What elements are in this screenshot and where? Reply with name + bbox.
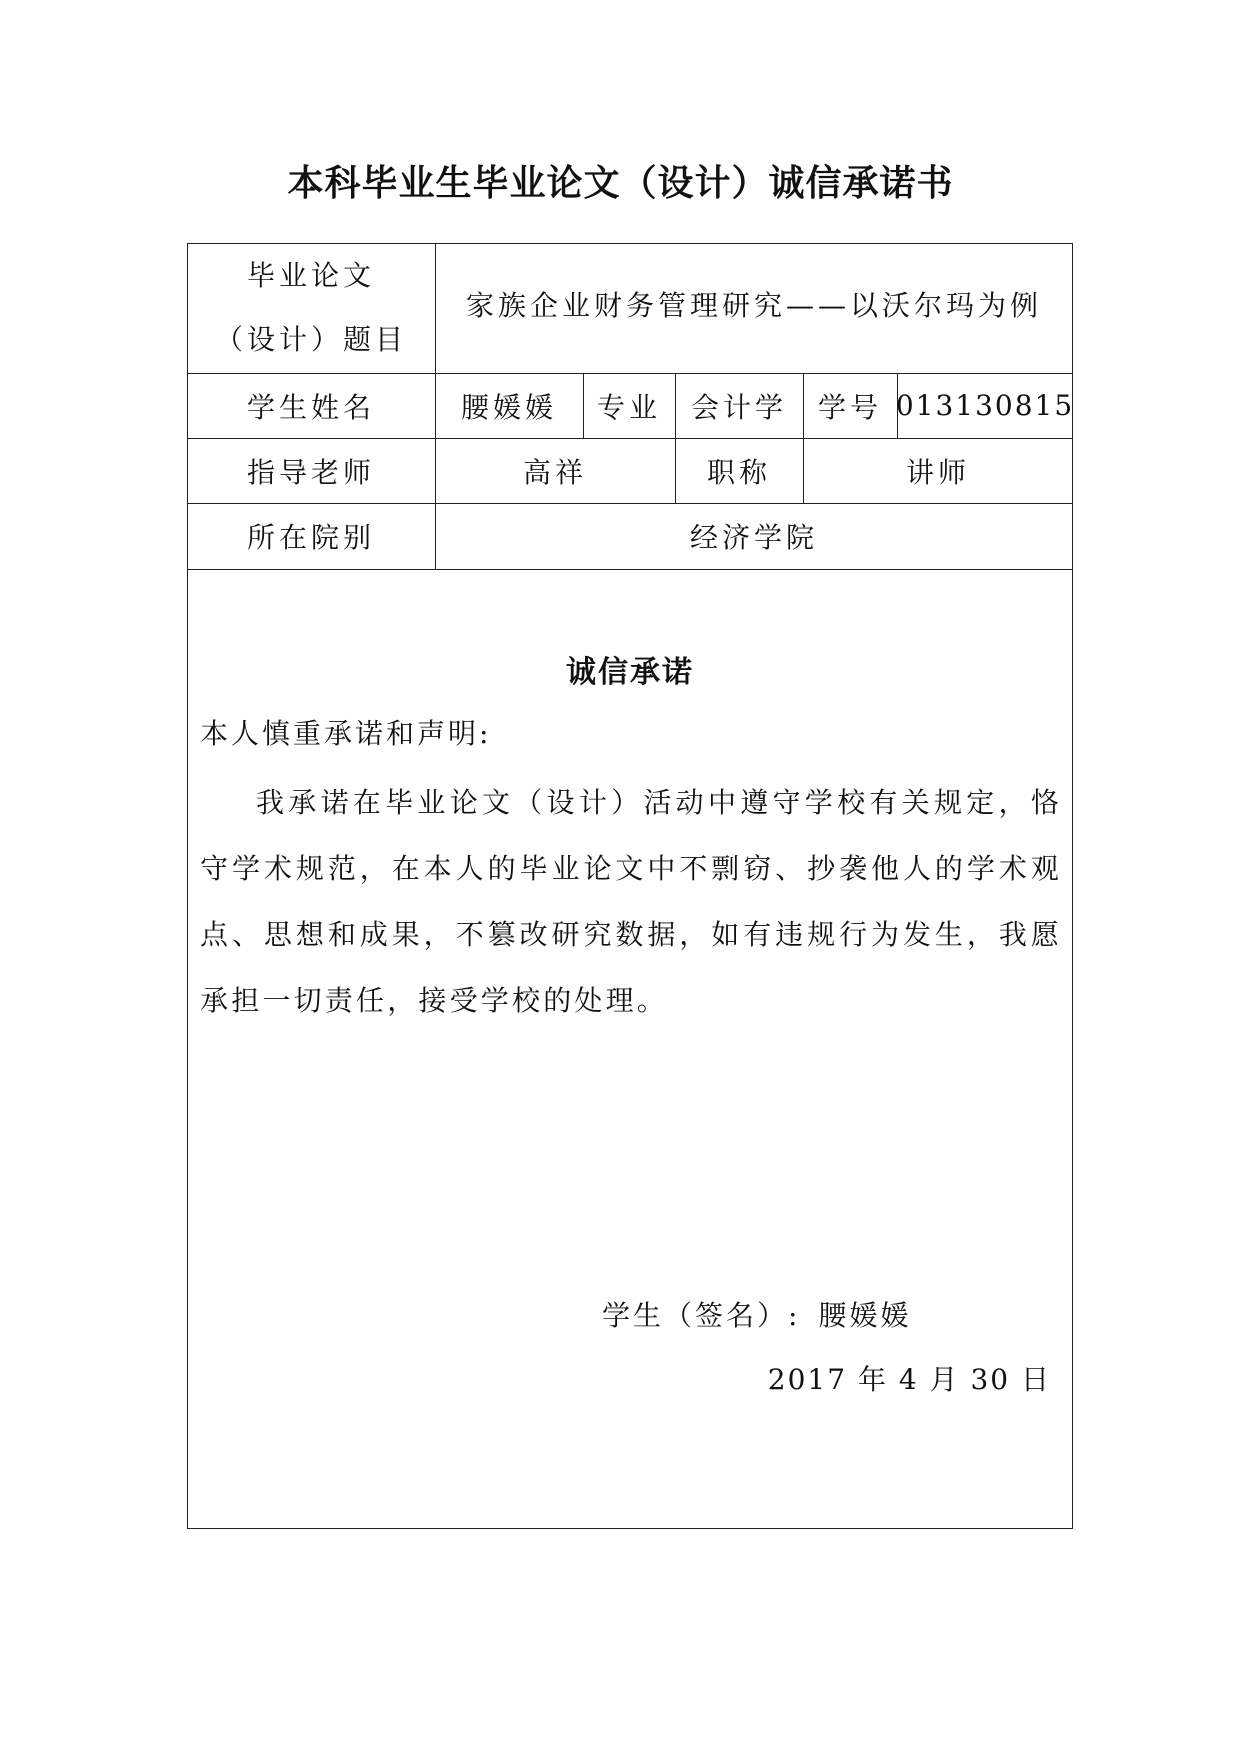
signature-line: [602, 1294, 911, 1334]
table-row-divider: [187, 569, 1073, 570]
major-value: 会计学: [690, 390, 787, 424]
college-label: 所在院别: [246, 521, 375, 554]
signature-label: 学生（签名）:: [602, 1299, 801, 1332]
advisor-label-cell: [187, 438, 435, 503]
advisor-value-cell: [435, 438, 675, 503]
topic-value-cell: [435, 243, 1073, 373]
title-label-cell: [675, 438, 803, 503]
signature-name: 腰媛媛: [818, 1299, 912, 1332]
title-value: 讲师: [905, 455, 970, 489]
college-value-cell: [435, 503, 1073, 569]
topic-label-cell: [187, 243, 435, 373]
document-title: 本科毕业生毕业论文（设计）诚信承诺书: [287, 163, 954, 204]
topic-label-line1: 毕业论文: [246, 259, 375, 292]
student-name-value-cell: [435, 373, 583, 438]
title-value-cell: [803, 438, 1073, 503]
college-label-cell: [187, 503, 435, 569]
student-name-value: 腰媛媛: [460, 390, 557, 424]
topic-value: 家族企业财务管理研究——以沃尔玛为例: [465, 289, 1042, 322]
advisor-value: 高祥: [522, 455, 587, 489]
major-label-cell: [583, 373, 675, 438]
student-id-value-cell: [897, 373, 1073, 438]
college-value: 经济学院: [689, 521, 818, 554]
pledge-intro: 本人慎重承诺和声明:: [200, 717, 492, 750]
topic-label-line2: （设计）题目: [214, 323, 407, 356]
major-label: 专业: [596, 390, 661, 424]
pledge-heading: 诚信承诺: [566, 655, 694, 690]
signature-date: 2017 年 4 月 30 日: [767, 1363, 1051, 1396]
student-name-label-cell: [187, 373, 435, 438]
student-id-value: 013130815: [895, 389, 1075, 422]
advisor-label: 指导老师: [246, 455, 375, 489]
major-value-cell: [675, 373, 803, 438]
student-id-label: 学号: [817, 390, 882, 424]
pledge-body: 我承诺在毕业论文（设计）活动中遵守学校有关规定，恪守学术规范，在本人的毕业论文中不剽窃、抄袭他人的学术观点、思想和成果，不篡改研究数据，如有违规行为发生，我愿承担一切责任，接受学校的处理。: [200, 786, 1062, 1017]
student-name-label: 学生姓名: [246, 390, 375, 424]
title-label: 职称: [706, 455, 771, 489]
student-id-label-cell: [803, 373, 897, 438]
